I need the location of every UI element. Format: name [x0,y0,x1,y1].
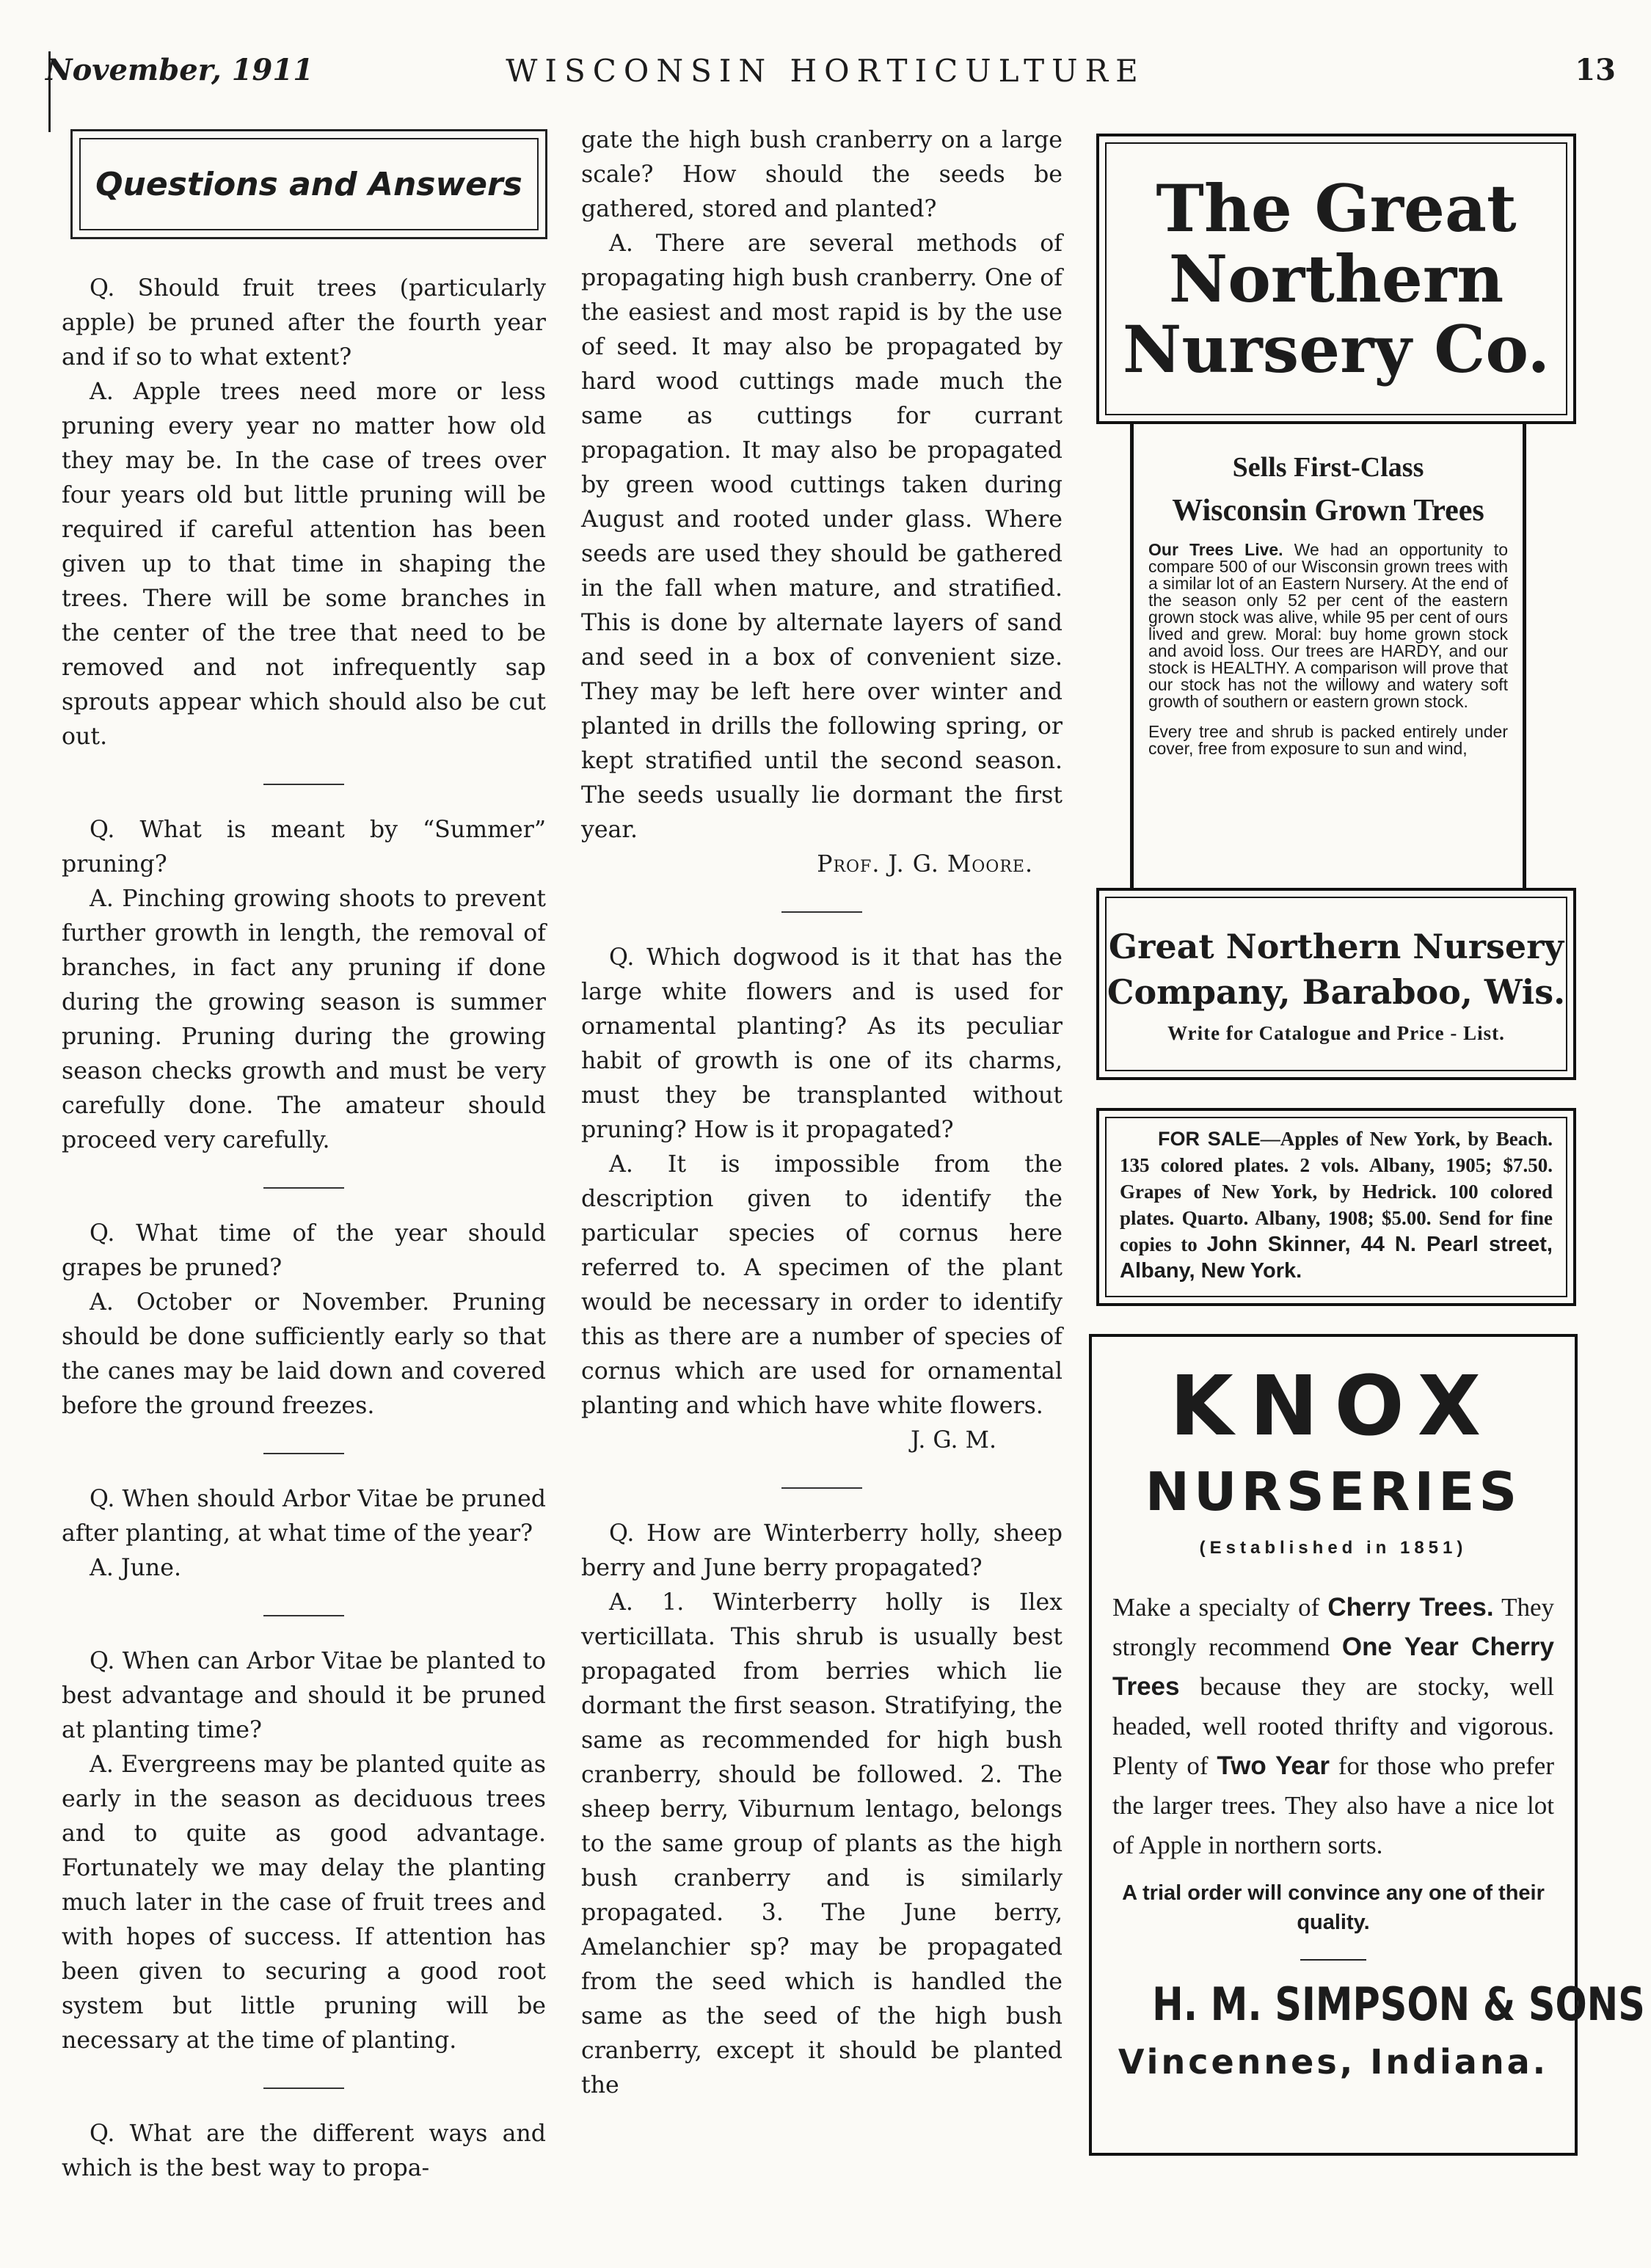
for-sale-lead: FOR SALE [1158,1128,1261,1150]
gn-wisconsin-trees: Wisconsin Grown Trees [1172,494,1484,528]
signature-moore: Prof. J. G. Moore. [817,851,1033,878]
issue-date: November, 1911 [45,53,314,87]
for-sale-contact: John Skinner, 44 N. Pearl street, Albany, New York. [1120,1233,1553,1283]
knox-city: Vincennes, Indiana. [1118,2042,1549,2082]
journal-title: WISCONSIN HORTICULTURE [506,53,1145,89]
gn-title-line-3: Nursery Co. [1122,311,1550,387]
separator-rule [781,911,862,913]
separator-rule [263,784,344,785]
great-northern-ad-header-frame [1105,142,1567,415]
question-6-continued: gate the high bush cranberry on a large scale? How should the seeds be gathered, stored and planted? [581,127,1063,222]
separator-rule [781,1487,862,1489]
gn-company-line-2: Company, Baraboo, Wis. [1107,971,1566,1012]
question-5: Q. When can Arbor Vitae be planted to best advantage and should it be pruned at planting time? [62,1648,546,1743]
question-2: Q. What is meant by “Summer” pruning? [62,817,546,878]
answer-4: A. June. [90,1555,182,1581]
separator-rule [263,1615,344,1616]
gn-company-line-1: Great Northern Nursery [1108,926,1564,966]
great-northern-ad-footer [1096,888,1576,1080]
knox-text-3: because they are stocky, well headed, well rooted thrifty and vigorous. Plenty of [1112,1672,1554,1780]
knox-nurseries-ad [1089,1334,1645,2156]
gn-title-line-2: Northern [1168,241,1504,317]
section-title-inner-frame [79,138,539,230]
for-sale-ad [1096,1108,1576,1306]
column-2 [581,123,1063,2103]
knox-separator-rule [1300,1959,1366,1961]
gn-description [1148,542,1508,710]
knox-description [1112,1588,1554,1865]
knox-firm-name: H. M. SIMPSON & SONS [1152,1977,1645,2031]
gn-title-line-1: The Great [1156,170,1517,247]
knox-text-2: They strongly recommend [1112,1593,1554,1661]
great-northern-ad-footer-frame [1105,897,1567,1071]
separator-rule [263,2087,344,2089]
knox-established: (Established in 1851) [1199,1538,1468,1558]
gn-description-text: We had an opportunity to compare 500 of our Wisconsin grown trees with a similar lot of an Eastern Nursery. At the end of the season only 52 per cent of the eastern grown stock was alive, while 95 per cent of ours lived and grew. Moral: buy home grown stock and avoid loss. Our trees are HARDY, and our stock is HEALTHY. A comparison will prove that our stock has not the willowy and watery soft growth of southern or eastern grown stock. [1148,540,1508,711]
knox-bold-1: Cherry Trees. [1327,1593,1494,1622]
knox-bold-3: Two Year [1217,1751,1330,1780]
knox-trial-order: A trial order will convince any one of their quality. [1122,1881,1545,1934]
separator-rule [263,1187,344,1189]
knox-text-4: for those who prefer the larger trees. They also have a nice lot of Apple in northern sorts. [1112,1751,1554,1859]
question-8: Q. How are Winterberry holly, sheep berry and June berry propagated? [581,1520,1063,1581]
answer-2: A. Pinching growing shoots to prevent further growth in length, the removal of branches, in fact any pruning if done during the growing season is summer pruning. Pruning during the growing season checks growth and must be very carefully done. The amateur should proceed very carefully. [62,886,546,1153]
column-1 [62,271,546,2186]
gn-sells: Sells First-Class [1232,452,1424,483]
gn-write-for-catalogue: Write for Catalogue and Price - List. [1167,1021,1505,1044]
knox-bold-2: One Year Cherry Trees [1112,1633,1554,1701]
answer-8: A. 1. Winterberry holly is Ilex verticillata. This shrub is usually best propagated from berries which lie dormant the first season. Stratifying, the same as recommended for high bush cranberry, should be followed. 2. The sheep berry, Viburnum lentago, belongs to the same group of plants as the high bush cranberry and is similarly propagated. 3. The June berry, Amelanchier sp? may be propagated from the seed which is handled the same as the seed of the high bush cranberry, except it should be planted the [581,1589,1063,2099]
answer-6: A. There are several methods of propagating high bush cranberry. One of the easiest and most rapid is by the use of seed. It may also be propagated by hard wood cuttings made much the same as cuttings for currant propagation. It may also be propagated by green wood cuttings taken during August and rooted under glass. Where seeds are used they should be gathered in the fall when mature, and stratified. This is done by alternate layers of sand and seed in a box of convenient size. They may be left here over winter and planted in drills the following spring, or kept stratified until the second season. The seeds usually lie dormant the first year. [581,230,1063,843]
question-4: Q. When should Arbor Vitae be pruned after planting, at what time of the year? [62,1486,546,1547]
section-title-box [70,129,547,239]
separator-rule [263,1453,344,1454]
great-northern-ad-body [1130,424,1526,888]
knox-nurseries: NURSERIES [1145,1461,1522,1523]
for-sale-text: —Apples of New York, by Beach. 135 colored plates. 2 vols. Albany, 1905; $7.50. Grapes of New York, by Hedrick. 100 colored plates. Quarto. Albany, 1908; $5.00. Send for fine copies to [1120,1128,1553,1255]
section-title: Questions and Answers [95,165,522,203]
question-7: Q. Which dogwood is it that has the large white flowers and is used for ornamental planting? As its peculiar habit of growth is one of its charms, must they be transplanted without pruning? How is it propagated? [581,944,1063,1143]
answer-1: A. Apple trees need more or less pruning every year no matter how old they may be. In the case of trees over four years old but little pruning will be required if careful attention has been given up to that time in shaping the trees. There will be some branches in the center of the tree that need to be removed and not infrequently sap sprouts appear which should also be cut out. [62,379,546,750]
gn-description-lead: Our Trees Live. [1148,540,1283,559]
knox-text-1: Make a specialty of [1112,1593,1328,1622]
question-6: Q. What are the different ways and which is the best way to propa- [62,2121,546,2181]
gn-packing-note: Every tree and shrub is packed entirely under cover, free from exposure to sun and wind, [1148,722,1508,758]
page-number: 13 [1575,53,1616,87]
for-sale-ad-frame [1105,1117,1567,1297]
question-1: Q. Should fruit trees (particularly apple) be pruned after the fourth year and if so to what extent? [62,275,546,371]
answer-3: A. October or November. Pruning should be done sufficiently early so that the canes may be laid down and covered before the ground freezes. [62,1289,546,1419]
question-3: Q. What time of the year should grapes be pruned? [62,1220,546,1281]
knox-name: KNOX [1169,1359,1498,1454]
answer-5: A. Evergreens may be planted quite as early in the season as deciduous trees and to quite as good advantage. Fortunately we may delay the planting much later in the case of fruit trees and with hopes of success. If attention has been given to securing a good root system but little pruning will be necessary at the time of planting. [62,1751,546,2054]
great-northern-ad-header [1096,134,1576,424]
signature-jgm: J. G. M. [911,1427,996,1454]
answer-7: A. It is impossible from the description given to identify the particular species of cornus here referred to. A specimen of the plant would be necessary in order to identify this as there are a number of species of cornus which are used for ornamental planting and which have white flowers. [581,1151,1063,1419]
